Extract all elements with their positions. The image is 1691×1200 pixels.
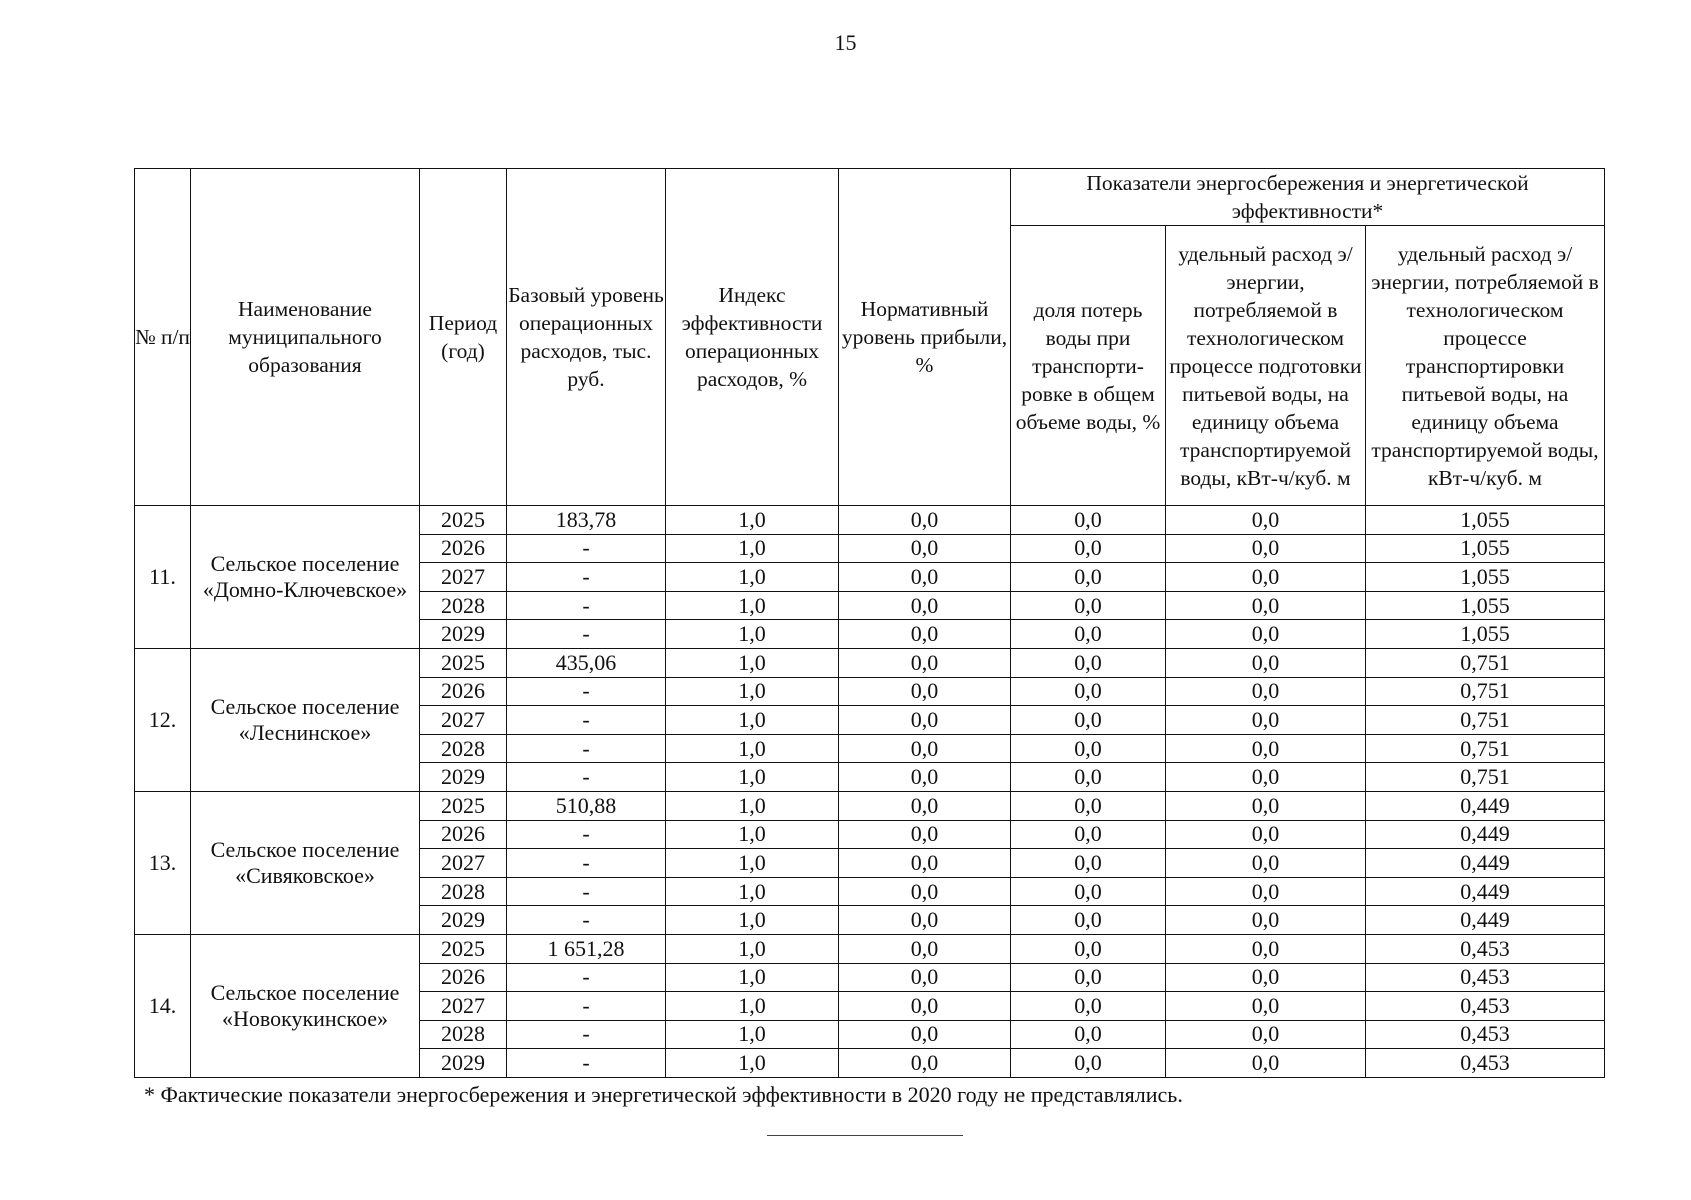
header-num: № п/п: [135, 169, 191, 506]
cell-year: 2027: [420, 992, 507, 1021]
cell-water-loss: 0,0: [1011, 820, 1166, 849]
cell-efficiency-index: 1,0: [666, 906, 839, 935]
cell-water-loss: 0,0: [1011, 877, 1166, 906]
cell-energy-prep: 0,0: [1166, 563, 1366, 592]
cell-year: 2026: [420, 534, 507, 563]
cell-water-loss: 0,0: [1011, 506, 1166, 535]
cell-profit-level: 0,0: [839, 934, 1011, 963]
cell-efficiency-index: 1,0: [666, 563, 839, 592]
cell-energy-prep: 0,0: [1166, 734, 1366, 763]
cell-profit-level: 0,0: [839, 849, 1011, 878]
cell-base-costs: -: [507, 734, 666, 763]
cell-base-costs: -: [507, 849, 666, 878]
table-row: [135, 791, 1605, 820]
header-name: Наименование муниципального образования: [191, 169, 420, 506]
cell-efficiency-index: 1,0: [666, 877, 839, 906]
cell-profit-level: 0,0: [839, 506, 1011, 535]
cell-base-costs: 1 651,28: [507, 934, 666, 963]
cell-efficiency-index: 1,0: [666, 706, 839, 735]
cell-base-costs: -: [507, 877, 666, 906]
header-base-costs: Базовый уровень операционных расходов, тыс. руб.: [507, 169, 666, 506]
cell-base-costs: -: [507, 1049, 666, 1078]
cell-energy-transport: 0,453: [1366, 934, 1605, 963]
cell-num: 12.: [135, 648, 191, 791]
cell-profit-level: 0,0: [839, 706, 1011, 735]
footnote: * Фактические показатели энергосбережения и энергетической эффективности в 2020 году не представлялись.: [144, 1082, 1183, 1107]
cell-base-costs: -: [507, 534, 666, 563]
cell-profit-level: 0,0: [839, 534, 1011, 563]
cell-water-loss: 0,0: [1011, 1020, 1166, 1049]
cell-year: 2026: [420, 677, 507, 706]
cell-efficiency-index: 1,0: [666, 791, 839, 820]
cell-energy-prep: 0,0: [1166, 934, 1366, 963]
table-body: [135, 506, 1605, 1078]
cell-profit-level: 0,0: [839, 648, 1011, 677]
cell-water-loss: 0,0: [1011, 620, 1166, 649]
cell-municipality-name: Сельское поселение «Леснинское»: [191, 648, 420, 791]
cell-base-costs: -: [507, 820, 666, 849]
cell-energy-prep: 0,0: [1166, 992, 1366, 1021]
cell-water-loss: 0,0: [1011, 648, 1166, 677]
header-energy-transport: удельный расход э/энергии, потребляемой в технологическом процессе транспортировки питьевой воды, на единицу объема транспортируемой воды, кВт-ч/куб. м: [1366, 226, 1605, 506]
cell-num: 11.: [135, 506, 191, 649]
cell-efficiency-index: 1,0: [666, 963, 839, 992]
cell-efficiency-index: 1,0: [666, 648, 839, 677]
cell-municipality-name: Сельское поселение «Новокукинское»: [191, 934, 420, 1077]
cell-year: 2027: [420, 563, 507, 592]
cell-num: 14.: [135, 934, 191, 1077]
cell-energy-transport: 1,055: [1366, 506, 1605, 535]
cell-year: 2028: [420, 877, 507, 906]
cell-water-loss: 0,0: [1011, 963, 1166, 992]
cell-energy-transport: 1,055: [1366, 563, 1605, 592]
tariff-table: [134, 168, 1605, 1078]
cell-energy-transport: 0,751: [1366, 734, 1605, 763]
cell-base-costs: -: [507, 677, 666, 706]
cell-energy-prep: 0,0: [1166, 849, 1366, 878]
cell-base-costs: -: [507, 1020, 666, 1049]
cell-energy-prep: 0,0: [1166, 963, 1366, 992]
cell-profit-level: 0,0: [839, 791, 1011, 820]
cell-efficiency-index: 1,0: [666, 506, 839, 535]
cell-energy-transport: 0,449: [1366, 877, 1605, 906]
cell-efficiency-index: 1,0: [666, 820, 839, 849]
cell-energy-transport: 0,449: [1366, 906, 1605, 935]
cell-profit-level: 0,0: [839, 734, 1011, 763]
cell-profit-level: 0,0: [839, 1049, 1011, 1078]
cell-efficiency-index: 1,0: [666, 934, 839, 963]
cell-energy-prep: 0,0: [1166, 820, 1366, 849]
cell-municipality-name: Сельское поселение «Домно-Ключевское»: [191, 506, 420, 649]
cell-base-costs: -: [507, 620, 666, 649]
cell-year: 2027: [420, 849, 507, 878]
cell-efficiency-index: 1,0: [666, 763, 839, 792]
cell-water-loss: 0,0: [1011, 1049, 1166, 1078]
cell-base-costs: 183,78: [507, 506, 666, 535]
cell-year: 2025: [420, 648, 507, 677]
footer-divider: [767, 1135, 963, 1136]
cell-year: 2029: [420, 620, 507, 649]
cell-water-loss: 0,0: [1011, 677, 1166, 706]
cell-year: 2028: [420, 1020, 507, 1049]
cell-water-loss: 0,0: [1011, 791, 1166, 820]
cell-municipality-name: Сельское поселение «Сивяковское»: [191, 791, 420, 934]
cell-water-loss: 0,0: [1011, 563, 1166, 592]
header-efficiency-index: Индекс эффективности операционных расходов, %: [666, 169, 839, 506]
cell-efficiency-index: 1,0: [666, 849, 839, 878]
cell-water-loss: 0,0: [1011, 849, 1166, 878]
cell-profit-level: 0,0: [839, 620, 1011, 649]
cell-energy-transport: 0,449: [1366, 820, 1605, 849]
cell-energy-prep: 0,0: [1166, 706, 1366, 735]
cell-energy-prep: 0,0: [1166, 648, 1366, 677]
cell-energy-transport: 0,751: [1366, 677, 1605, 706]
cell-profit-level: 0,0: [839, 992, 1011, 1021]
cell-base-costs: -: [507, 992, 666, 1021]
header-energy-group: Показатели энергосбережения и энергетической эффективности*: [1011, 169, 1605, 226]
cell-energy-prep: 0,0: [1166, 1020, 1366, 1049]
cell-efficiency-index: 1,0: [666, 1020, 839, 1049]
cell-water-loss: 0,0: [1011, 934, 1166, 963]
cell-base-costs: -: [507, 563, 666, 592]
cell-water-loss: 0,0: [1011, 534, 1166, 563]
cell-profit-level: 0,0: [839, 677, 1011, 706]
cell-energy-transport: 1,055: [1366, 620, 1605, 649]
cell-base-costs: 510,88: [507, 791, 666, 820]
cell-energy-prep: 0,0: [1166, 620, 1366, 649]
cell-year: 2028: [420, 734, 507, 763]
cell-energy-transport: 0,453: [1366, 992, 1605, 1021]
cell-energy-transport: 0,449: [1366, 849, 1605, 878]
cell-efficiency-index: 1,0: [666, 534, 839, 563]
cell-energy-prep: 0,0: [1166, 506, 1366, 535]
cell-water-loss: 0,0: [1011, 591, 1166, 620]
cell-base-costs: 435,06: [507, 648, 666, 677]
cell-energy-prep: 0,0: [1166, 1049, 1366, 1078]
header-energy-prep: удельный расход э/энергии, потребляемой в технологическом процессе подготовки питьевой воды, на единицу объема транспортируемой воды, кВт-ч/куб. м: [1166, 226, 1366, 506]
cell-efficiency-index: 1,0: [666, 620, 839, 649]
cell-water-loss: 0,0: [1011, 906, 1166, 935]
cell-efficiency-index: 1,0: [666, 734, 839, 763]
cell-profit-level: 0,0: [839, 906, 1011, 935]
cell-energy-transport: 0,751: [1366, 706, 1605, 735]
cell-base-costs: -: [507, 906, 666, 935]
cell-energy-transport: 0,453: [1366, 1020, 1605, 1049]
cell-year: 2029: [420, 906, 507, 935]
cell-profit-level: 0,0: [839, 763, 1011, 792]
cell-efficiency-index: 1,0: [666, 677, 839, 706]
cell-energy-transport: 0,453: [1366, 963, 1605, 992]
cell-water-loss: 0,0: [1011, 706, 1166, 735]
cell-profit-level: 0,0: [839, 877, 1011, 906]
cell-base-costs: -: [507, 706, 666, 735]
header-profit-level: Нормативный уровень прибыли, %: [839, 169, 1011, 506]
cell-profit-level: 0,0: [839, 591, 1011, 620]
cell-year: 2025: [420, 506, 507, 535]
cell-energy-transport: 0,453: [1366, 1049, 1605, 1078]
cell-year: 2026: [420, 963, 507, 992]
cell-base-costs: -: [507, 591, 666, 620]
cell-base-costs: -: [507, 963, 666, 992]
cell-year: 2026: [420, 820, 507, 849]
cell-energy-transport: 1,055: [1366, 591, 1605, 620]
cell-energy-prep: 0,0: [1166, 591, 1366, 620]
cell-num: 13.: [135, 791, 191, 934]
cell-energy-prep: 0,0: [1166, 677, 1366, 706]
page-number: 15: [834, 30, 857, 55]
cell-efficiency-index: 1,0: [666, 1049, 839, 1078]
cell-year: 2025: [420, 791, 507, 820]
cell-profit-level: 0,0: [839, 820, 1011, 849]
cell-year: 2027: [420, 706, 507, 735]
cell-year: 2025: [420, 934, 507, 963]
cell-energy-transport: 1,055: [1366, 534, 1605, 563]
cell-energy-prep: 0,0: [1166, 763, 1366, 792]
cell-efficiency-index: 1,0: [666, 591, 839, 620]
cell-energy-prep: 0,0: [1166, 791, 1366, 820]
cell-water-loss: 0,0: [1011, 734, 1166, 763]
cell-energy-transport: 0,751: [1366, 763, 1605, 792]
cell-energy-prep: 0,0: [1166, 534, 1366, 563]
header-water-loss: доля потерь воды при транспорти-ровке в общем объеме воды, %: [1011, 226, 1166, 506]
cell-water-loss: 0,0: [1011, 992, 1166, 1021]
cell-profit-level: 0,0: [839, 1020, 1011, 1049]
cell-year: 2029: [420, 1049, 507, 1078]
cell-year: 2028: [420, 591, 507, 620]
cell-energy-prep: 0,0: [1166, 906, 1366, 935]
cell-efficiency-index: 1,0: [666, 992, 839, 1021]
cell-year: 2029: [420, 763, 507, 792]
header-period: Период (год): [420, 169, 507, 506]
cell-energy-transport: 0,449: [1366, 791, 1605, 820]
cell-profit-level: 0,0: [839, 563, 1011, 592]
cell-base-costs: -: [507, 763, 666, 792]
table-row: [135, 648, 1605, 677]
cell-water-loss: 0,0: [1011, 763, 1166, 792]
cell-energy-prep: 0,0: [1166, 877, 1366, 906]
table-row: [135, 506, 1605, 535]
cell-profit-level: 0,0: [839, 963, 1011, 992]
cell-energy-transport: 0,751: [1366, 648, 1605, 677]
table-row: [135, 934, 1605, 963]
